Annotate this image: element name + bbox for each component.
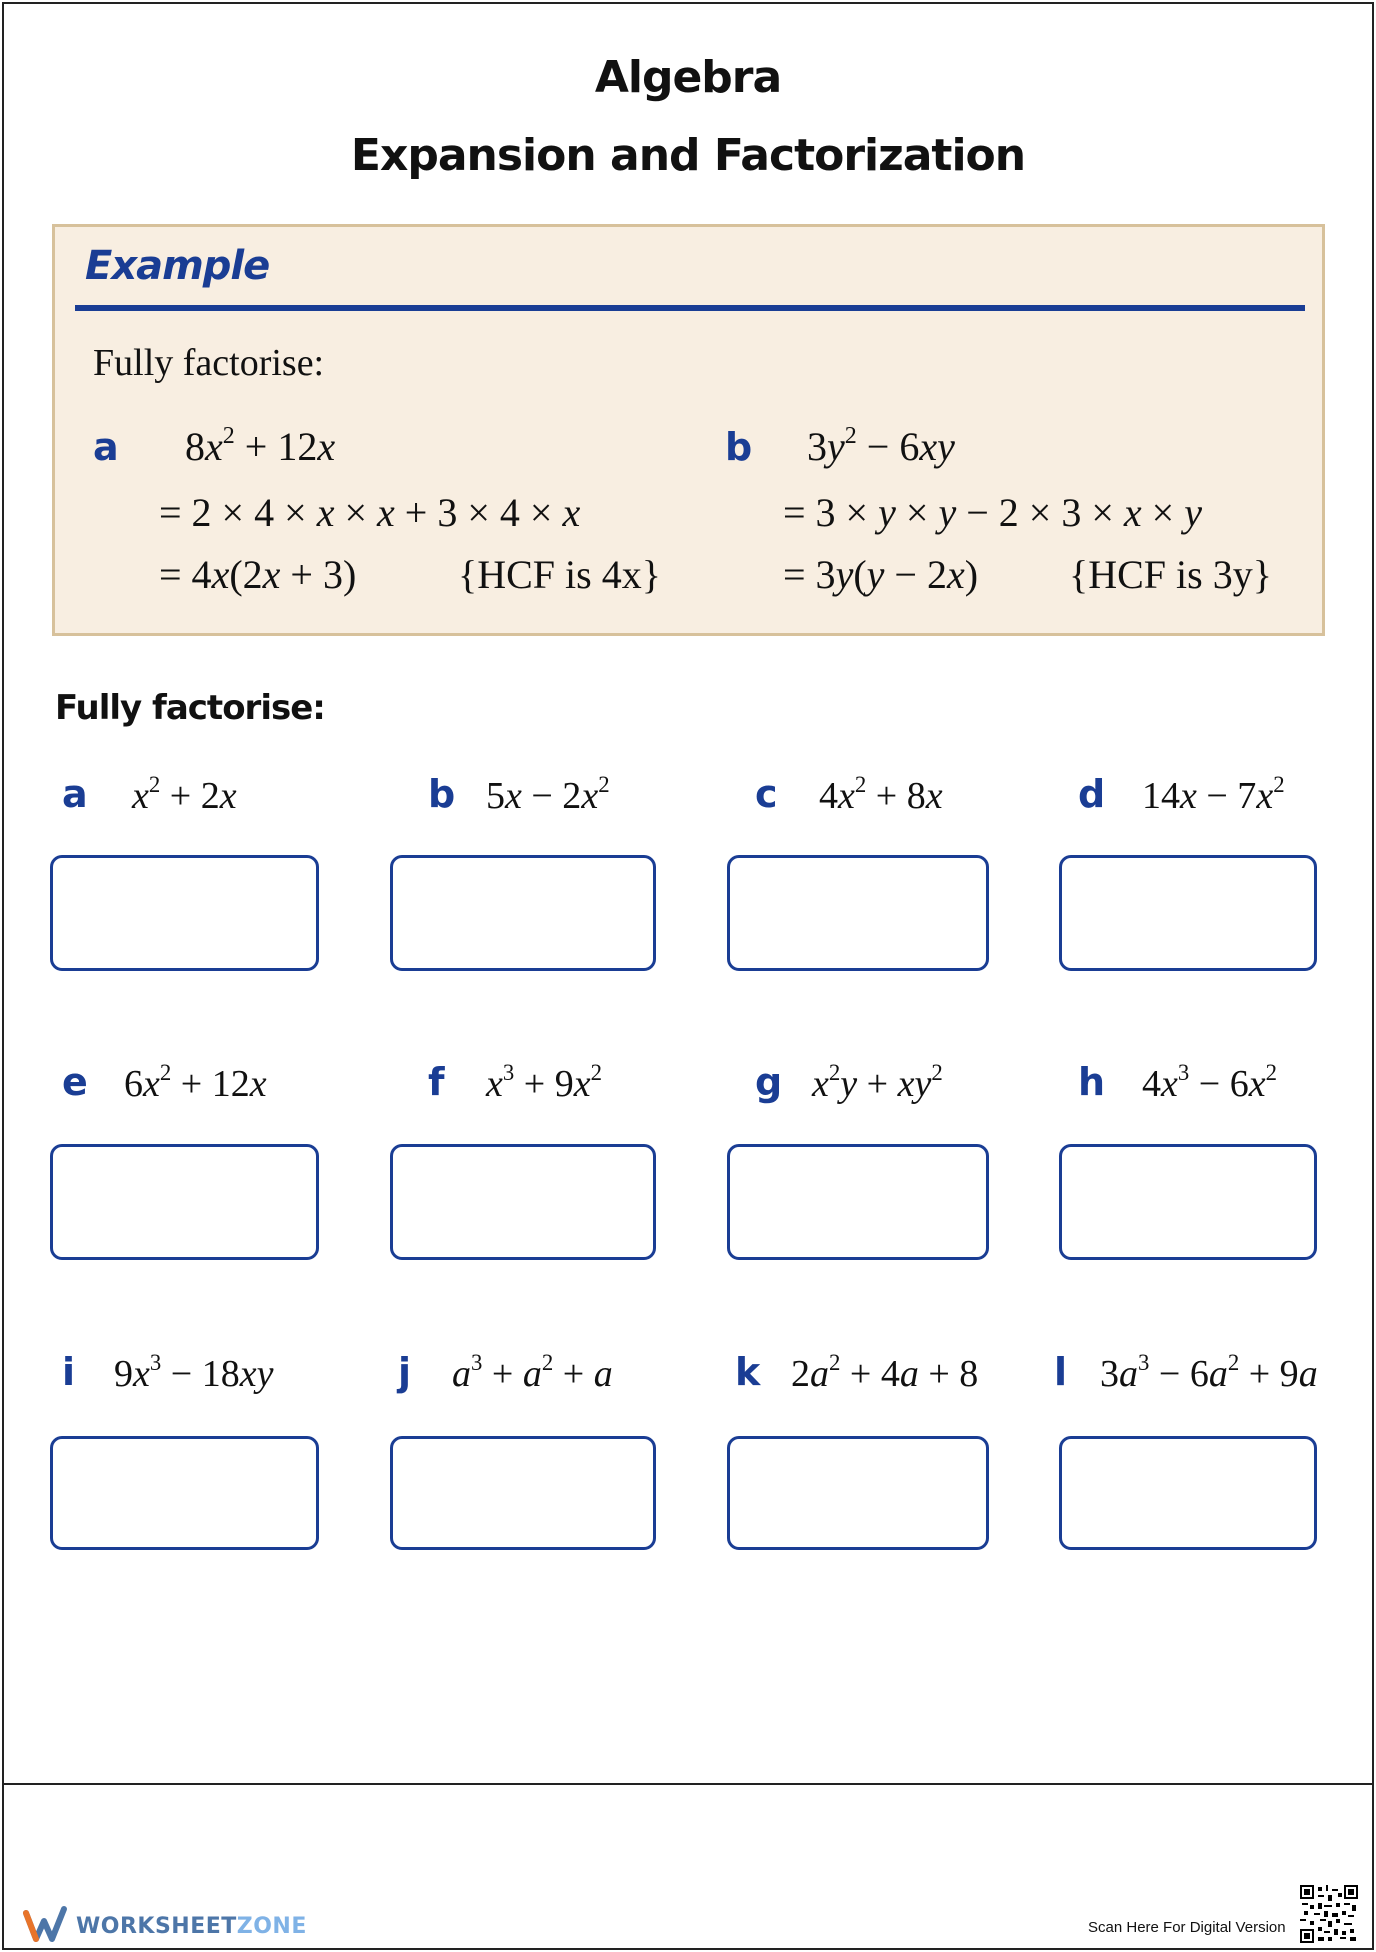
question-letter: a [62, 772, 88, 816]
question-letter: j [398, 1350, 412, 1394]
answer-box-f[interactable] [390, 1144, 656, 1260]
question-expression: $x^2y + xy^2$ [812, 1060, 943, 1105]
answer-box-l[interactable] [1059, 1436, 1317, 1550]
question-expression: $5x - 2x^2$ [486, 772, 610, 817]
question-expression: $3a^3 - 6a^2 + 9a$ [1100, 1350, 1318, 1395]
footer-divider [2, 1783, 1374, 1785]
example-b-hcf: {HCF is 3y} [1069, 552, 1272, 597]
question-letter: f [428, 1060, 445, 1104]
qr-code-icon[interactable] [1300, 1885, 1358, 1943]
question-letter: l [1054, 1350, 1068, 1394]
question-expression: $2a^2 + 4a + 8$ [791, 1350, 979, 1395]
page-subtitle: Expansion and Factorization [350, 130, 1026, 181]
answer-box-i[interactable] [50, 1436, 319, 1550]
example-b-step1: = 3 × y × y − 2 × 3 × x × y [783, 490, 1202, 535]
question-letter: k [735, 1350, 761, 1394]
question-letter: b [428, 772, 456, 816]
example-b-expression: $3y^2 - 6xy$ [807, 423, 955, 469]
page-title: Algebra [594, 52, 782, 103]
brand-main: WORKSHEET [76, 1914, 237, 1939]
question-letter: c [755, 772, 778, 816]
brand-accent: ZONE [236, 1914, 307, 1939]
question-letter: e [62, 1060, 88, 1104]
example-heading: Example [85, 243, 270, 289]
worksheetzone-logo-icon [22, 1905, 68, 1945]
question-expression: $x^3 + 9x^2$ [486, 1060, 602, 1105]
question-letter: h [1078, 1060, 1106, 1104]
question-letter: d [1078, 772, 1106, 816]
question-expression: $x^2 + 2x$ [132, 772, 237, 817]
example-b-letter: b [725, 425, 753, 469]
question-expression: $4x^3 - 6x^2$ [1142, 1060, 1277, 1105]
example-instruction: Fully factorise: [93, 342, 325, 384]
answer-box-e[interactable] [50, 1144, 319, 1260]
answer-box-d[interactable] [1059, 855, 1317, 971]
answer-box-j[interactable] [390, 1436, 656, 1550]
question-expression: $9x^3 - 18xy$ [114, 1350, 274, 1395]
answer-box-k[interactable] [727, 1436, 989, 1550]
answer-box-a[interactable] [50, 855, 319, 971]
example-b-step2: = 3y(y − 2x) [783, 552, 979, 597]
question-letter: i [62, 1350, 76, 1394]
question-expression: $4x^2 + 8x$ [819, 772, 943, 817]
question-expression: $a^3 + a^2 + a$ [452, 1350, 613, 1395]
answer-box-g[interactable] [727, 1144, 989, 1260]
answer-box-c[interactable] [727, 855, 989, 971]
example-a-expression: $8x^2 + 12x$ [185, 423, 336, 469]
question-expression: $14x - 7x^2$ [1142, 772, 1285, 817]
scan-text: Scan Here For Digital Version [1088, 1919, 1286, 1936]
exercise-instruction: Fully factorise: [55, 688, 325, 728]
example-divider [75, 305, 1305, 311]
example-a-letter: a [93, 425, 119, 469]
example-box [52, 224, 1325, 636]
example-a-step1: = 2 × 4 × x × x + 3 × 4 × x [159, 490, 581, 535]
example-a-step2: = 4x(2x + 3) [159, 552, 357, 597]
answer-box-b[interactable] [390, 855, 656, 971]
question-expression: $6x^2 + 12x$ [124, 1060, 267, 1105]
brand-name [76, 1914, 307, 1939]
example-a-hcf: {HCF is 4x} [458, 552, 661, 597]
question-letter: g [755, 1060, 783, 1104]
answer-box-h[interactable] [1059, 1144, 1317, 1260]
